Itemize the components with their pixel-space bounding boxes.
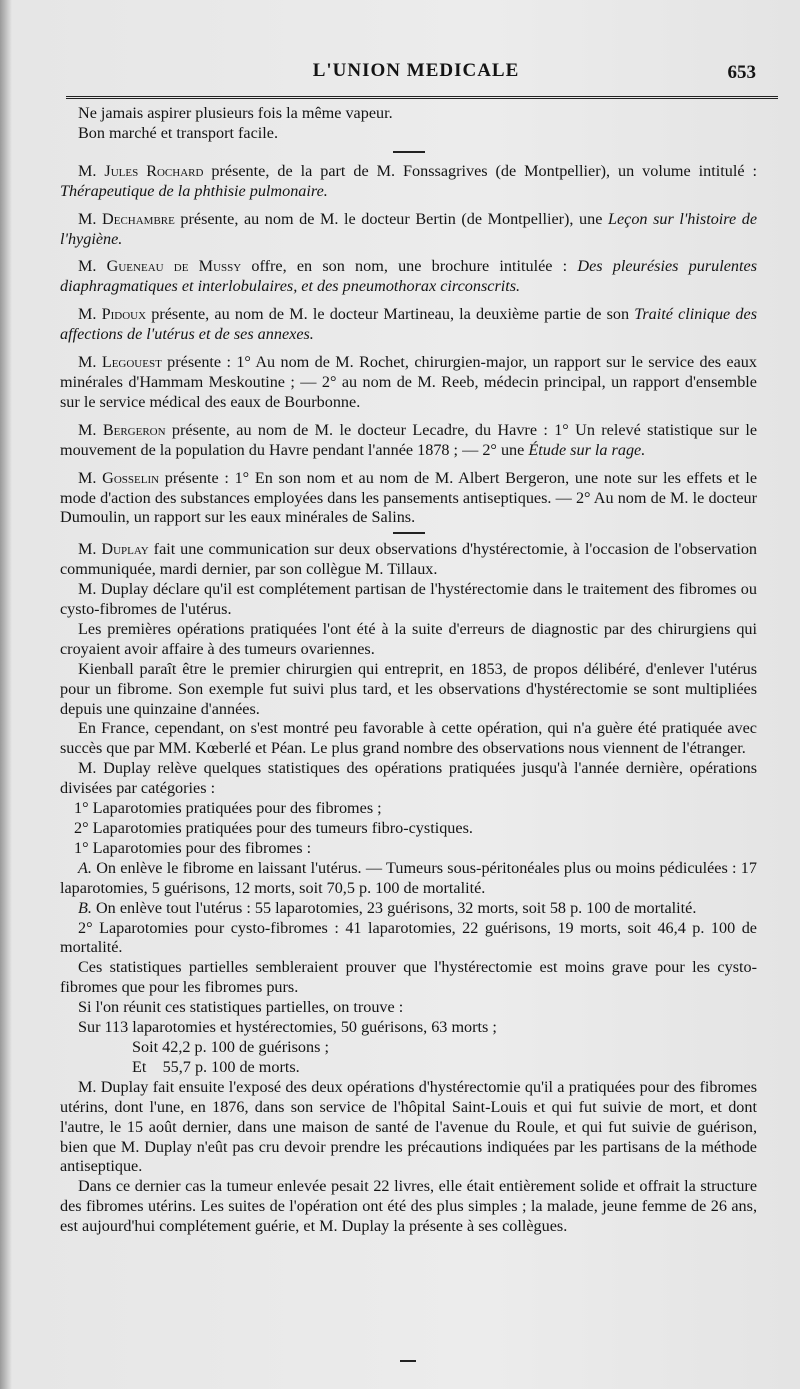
- list-item-a: [60, 859, 757, 899]
- list-item-category-1: 1° Laparotomies pratiquées pour des fibromes ;: [74, 799, 382, 818]
- author-name: Pidoux: [101, 305, 147, 324]
- work-title: Étude sur la rage.: [528, 440, 646, 459]
- paragraph-text: présente, au nom de M. le docteur Bertin (de Montpellier), une: [174, 209, 608, 228]
- author-name: Gueneau de Mussy: [106, 257, 242, 276]
- author-name: Bergeron: [102, 420, 166, 439]
- paragraph-gueneau-de-mussy: [60, 257, 757, 297]
- paragraph-rochard: [60, 162, 757, 202]
- author-name: Gosselin: [102, 468, 160, 487]
- paragraph-legouest: [60, 353, 757, 413]
- list-mark: A.: [78, 858, 92, 877]
- list-item-category-2: 2° Laparotomies pratiquées pour des tumeurs fibro-cystiques.: [74, 819, 473, 837]
- paragraph-duplay-communication: [60, 540, 757, 580]
- list-item-cysto-fibromes: 2° Laparotomies pour cysto-fibromes : 41 laparotomies, 22 guérisons, 19 morts, soit 46,4 p. 100 de mortalité.: [60, 918, 757, 957]
- summary-total: Sur 113 laparotomies et hystérectomies, 50 guérisons, 63 morts ;: [78, 1018, 497, 1037]
- paragraph-reunion: Si l'on réunit ces statistiques partielles, on trouve :: [78, 998, 404, 1017]
- title-m: M.: [78, 305, 97, 324]
- author-name: Jules Rochard: [104, 161, 204, 180]
- paragraph-text: fait une communication sur deux observations d'hystérectomie, à l'occasion de l'observation communiquée, mardi dernier, par son collègue M. Tillaux.: [60, 540, 758, 579]
- paragraph-bergeron: [60, 421, 757, 461]
- end-rule: [400, 1360, 416, 1362]
- paragraph-text: présente, au nom de M. le docteur Martineau, la deuxième partie de son: [146, 305, 635, 324]
- work-title: Thérapeutique de la phthisie pulmonaire.: [60, 181, 328, 200]
- paragraph-text: présente : 1° Au nom de M. Rochet, chirurgien-major, un rapport sur le service des eaux minérales d'Hammam Meskoutine ; — 2° au nom de M. Reeb, médecin principal, un rapport d'ensemble sur le service médical des eaux de Bourbonne.: [60, 353, 757, 411]
- paragraph-conclusion-partial: Ces statistiques partielles sembleraient prouver que l'hystérectomie est moins grave pour les cysto-fibromes que pour les fibromes purs.: [60, 958, 757, 997]
- paragraph-pidoux: [60, 305, 757, 345]
- work-title: Traité clinique des affections de l'utérus et de ses annexes.: [60, 305, 757, 344]
- paragraph-statistics-intro: M. Duplay relève quelques statistiques des opérations pratiquées jusqu'à l'année dernière, opérations divisées par catégories :: [60, 759, 757, 798]
- running-title: L'UNION MEDICALE: [312, 60, 520, 81]
- page-number: 653: [727, 62, 756, 83]
- list-text: On enlève tout l'utérus : 55 laparotomies, 23 guérisons, 32 morts, soit 58 p. 100 de mortalité.: [91, 898, 697, 917]
- author-name: Legouest: [101, 353, 162, 372]
- paragraph-text: présente : 1° En son nom et au nom de M. Albert Bergeron, une note sur les effets et le mode d'action des substances employées dans les pansements antiseptiques. — 2° Au nom de M. le docteur Dumoulin, un rapport sur les eaux minérales de Salins.: [60, 468, 758, 527]
- header-rule: [66, 96, 778, 99]
- paragraph-text: présente, au nom de M. le docteur Lecadre, du Havre : 1° Un relevé statistique sur le mouvement de la population du Havre pendant l'année 1878 ; — 2° une: [60, 420, 757, 459]
- section-rule: [393, 532, 425, 534]
- paragraph-text: présente, de la part de M. Fonssagrives (de Montpellier), un volume intitulé :: [203, 161, 757, 180]
- author-name: Duplay: [101, 540, 149, 559]
- list-item-fibromes-heading: 1° Laparotomies pour des fibromes :: [74, 838, 312, 857]
- paragraph-kienball: Kienball paraît être le premier chirurgien qui entreprit, en 1853, de propos délibéré, d'enlever l'utérus pour un fibrome. Son exemple fut suivi plus tard, et les observations d'hystérectomie se sont multipliées depuis une quinzaine d'années.: [60, 659, 757, 718]
- paragraph-dechambre: [60, 210, 757, 250]
- paragraph-last-case: Dans ce dernier cas la tumeur enlevée pesait 22 livres, elle était entièrement solide et offrait la structure des fibromes utérins. Les suites de l'opération ont été des plus simples ; la malade, jeune femme de 26 ans, est aujourd'hui complétement guérie, et M. Duplay la présente à ses collègues.: [60, 1177, 757, 1236]
- title-m: M.: [78, 540, 97, 559]
- paragraph-duplay-operations: M. Duplay fait ensuite l'exposé des deux opérations d'hystérectomie qu'il a pratiquées pour des fibromes utérins, dont l'une, en 1876, dans son service de l'hôpital Saint-Louis et qui fut suivie de mort, et dont l'autre, le 15 août dernier, dans une maison de santé de l'avenue du Roule, et qui fut suivie de guérison, bien que M. Duplay n'eût pas cru devoir prendre les précautions indiquées par les partisans de la méthode antiseptique.: [60, 1077, 757, 1176]
- summary-deaths: Et 55,7 p. 100 de morts.: [132, 1057, 300, 1076]
- list-item-b: [60, 899, 757, 919]
- paragraph-france: En France, cependant, on s'est montré peu favorable à cette opération, qui n'a guère été pratiquée avec succès que par MM. Kœberlé et Péan. Le plus grand nombre des observations nous viennent de l'étranger.: [60, 719, 757, 758]
- intro-line-2: Bon marché et transport facile.: [78, 123, 279, 142]
- body-text: [60, 104, 757, 1237]
- work-title: Leçon sur l'histoire de l'hygiène.: [60, 209, 758, 248]
- list-text: On enlève le fibrome en laissant l'utérus. — Tumeurs sous-péritonéales plus ou moins pédiculées : 17 laparotomies, 5 guérisons, 12 morts, soit 70,5 p. 100 de mortalité.: [60, 858, 757, 897]
- paragraph-text: offre, en son nom, une brochure intitulée :: [241, 257, 578, 276]
- page-header: [66, 60, 766, 90]
- paragraph-gosselin: [60, 469, 757, 529]
- author-name: Dechambre: [102, 209, 175, 228]
- title-m: M.: [78, 209, 97, 228]
- title-m: M.: [78, 257, 97, 276]
- title-m: M.: [78, 468, 97, 487]
- section-rule: [393, 151, 425, 153]
- summary-recoveries: Soit 42,2 p. 100 de guérisons ;: [132, 1037, 329, 1056]
- list-mark: B.: [78, 898, 92, 917]
- work-title: Des pleurésies purulentes diaphragmatiques et interlobulaires, et des pneumothorax circonscrits.: [60, 257, 757, 296]
- title-m: M.: [78, 353, 97, 372]
- intro-line-1: Ne jamais aspirer plusieurs fois la même vapeur.: [78, 104, 393, 122]
- title-m: M.: [78, 161, 97, 180]
- title-m: M.: [78, 420, 97, 439]
- paragraph-first-operations: Les premières opérations pratiquées l'ont été à la suite d'erreurs de diagnostic par des chirurgiens qui croyaient avoir affaire à des tumeurs ovariennes.: [60, 619, 757, 658]
- paragraph-duplay-partisan: M. Duplay déclare qu'il est complétement partisan de l'hystérectomie dans le traitement des fibromes ou cysto-fibromes de l'utérus.: [60, 580, 757, 619]
